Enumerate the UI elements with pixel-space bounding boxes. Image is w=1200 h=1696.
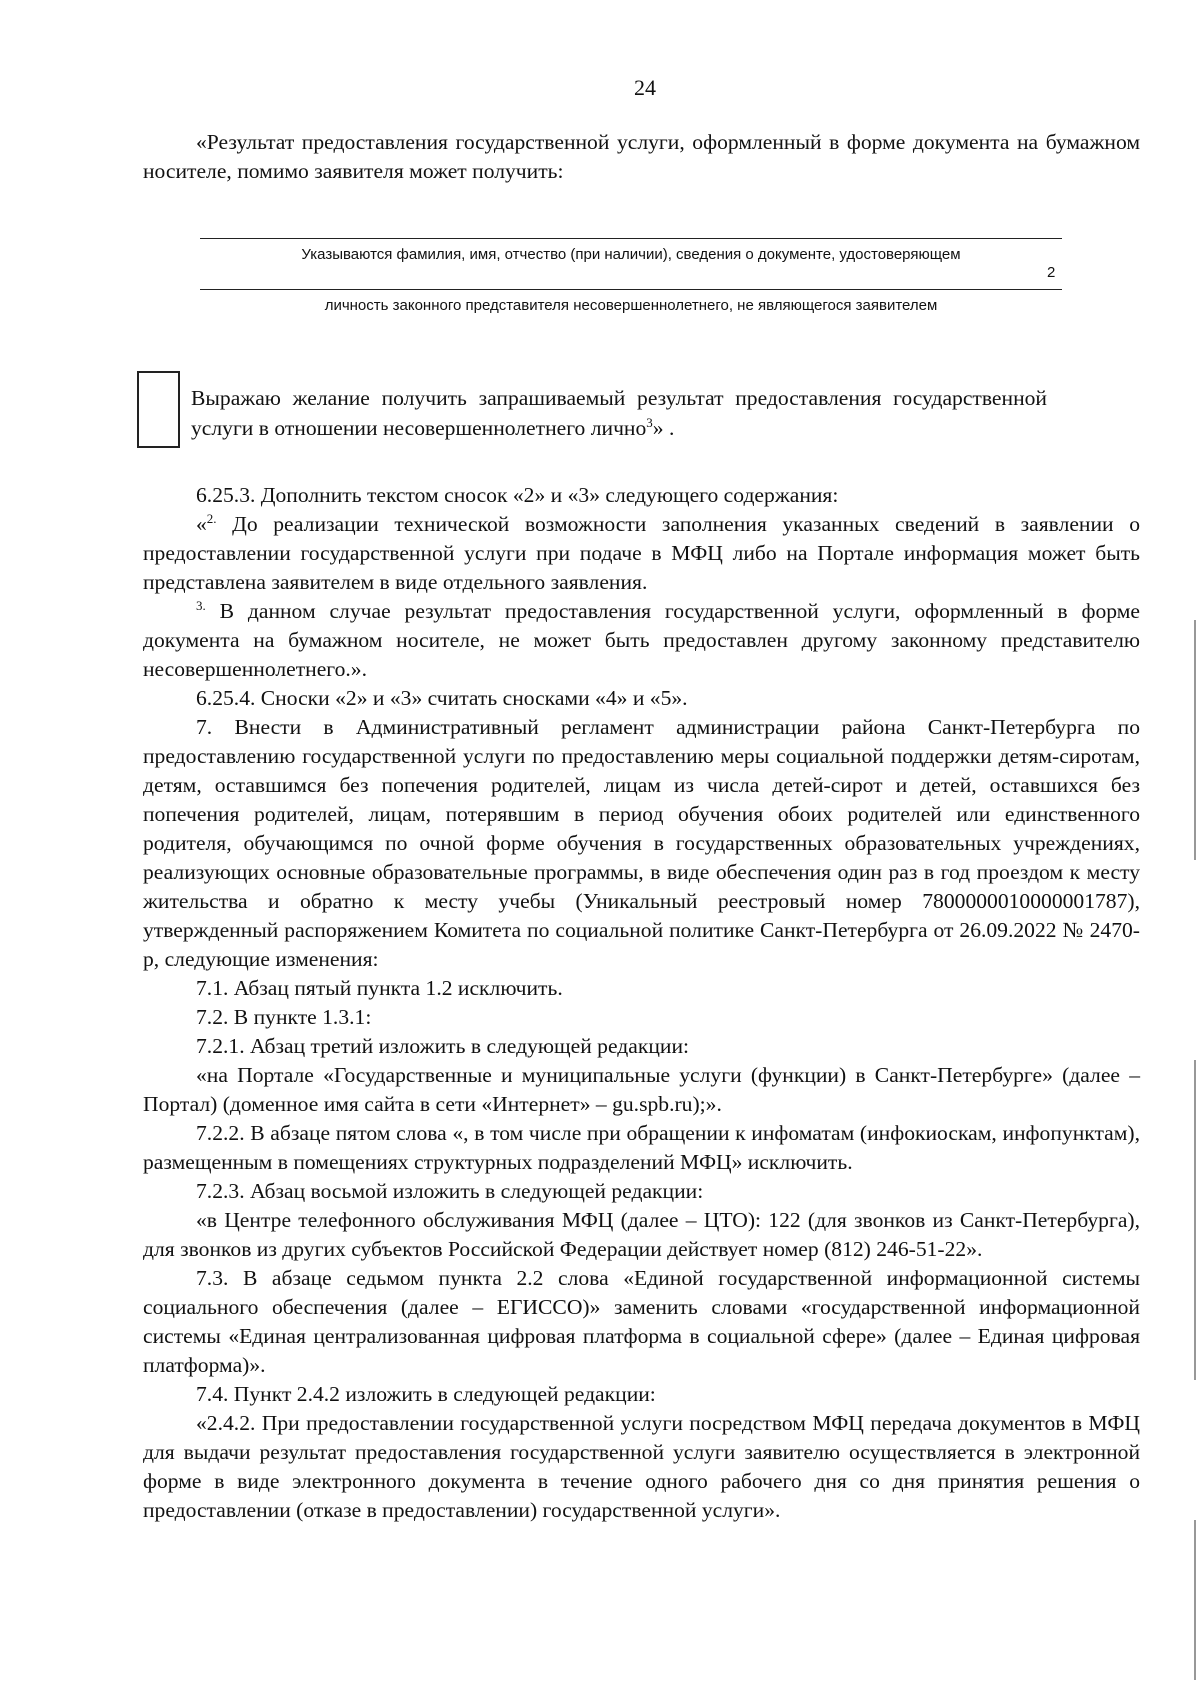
paragraph: 6.25.4. Сноски «2» и «3» считать сносками «4» и «5». — [196, 686, 688, 710]
paragraph: 7. Внести в Административный регламент администрации района Санкт-Петербурга по предоставлению государственной услуги по предоставлению меры социальной поддержки детям-сиротам, детям, оставшимся без попечения родителей, лицам из числа детей-сирот и детей, оставшихся без попечения родителей, лицам, потерявшим в период обучения обоих родителей или единственного родителя, обучающимся по очной форме обучения в государственных образовательных учреждениях, реализующих основные образовательные программы, в виде обеспечения один раз в год проездом к месту жительства и обратно к месту учебы (Уникальный реестровый номер 7800000010000001787), утвержденный распоряжением Комитета по социальной политике Санкт-Петербурга от 26.09.2022 № 2470-р, следующие изменения: — [143, 715, 1140, 971]
scan-edge-mark — [1194, 620, 1196, 860]
page-number: 24 — [634, 75, 656, 100]
paragraph: «на Портале «Государственные и муниципальные услуги (функции) в Санкт-Петербурге» (далее – Портал) (доменное имя сайта в сети «Интернет» – gu.spb.ru);». — [143, 1063, 1140, 1116]
checkbox-label-sup: 3 — [646, 414, 653, 430]
field-footnote-mark: 2 — [1047, 264, 1056, 281]
fn-number: 3. — [196, 597, 206, 613]
field-line-2 — [200, 289, 1062, 290]
intro-block — [143, 128, 1140, 186]
checkbox-label — [191, 383, 1047, 443]
paragraph: 7.2.2. В абзаце пятом слова «, в том числе при обращении к инфоматам (инфокиоскам, инфопунктам), размещенным в помещениях структурных подразделений МФЦ» исключить. — [143, 1121, 1140, 1174]
field-line-1 — [200, 238, 1062, 239]
main-body — [143, 481, 1140, 1525]
paragraph: «в Центре телефонного обслуживания МФЦ (далее – ЦТО): 122 (для звонков из Санкт-Петербурга), для звонков из других субъектов Российской Федерации действует номер (812) 246-51-22». — [143, 1208, 1140, 1261]
field-caption-2: личность законного представителя несовершеннолетнего, не являющегося заявителем — [324, 297, 938, 314]
paragraph-footnote-3 — [143, 597, 1140, 684]
representative-field — [200, 238, 1062, 265]
paragraph: 7.4. Пункт 2.4.2 изложить в следующей редакции: — [196, 1382, 656, 1406]
paragraph: 7.2. В пункте 1.3.1: — [196, 1005, 372, 1029]
paragraph: «2.4.2. При предоставлении государственной услуги посредством МФЦ передача документов в МФЦ для выдачи результат предоставления государственной услуги заявителю осуществляется в электронной форме в виде электронного документа в течение одного рабочего дня со дня принятия решения о предоставлении (отказе в предоставлении) государственной услуги». — [143, 1411, 1140, 1522]
fn-text: До реализации технической возможности заполнения указанных сведений в заявлении о предоставлении государственной услуги при подаче в МФЦ либо на Портале информация может быть представлена заявителем в виде отдельного заявления. — [143, 512, 1140, 594]
fn-prefix: « — [196, 512, 207, 536]
personal-receipt-checkbox[interactable] — [137, 371, 180, 448]
intro-paragraph: «Результат предоставления государственной услуги, оформленный в форме документа на бумажном носителе, помимо заявителя может получить: — [143, 130, 1140, 183]
scan-edge-mark — [1194, 1520, 1196, 1680]
scan-edge-mark — [1194, 1060, 1196, 1380]
fn-number: 2. — [206, 510, 217, 526]
paragraph: 7.3. В абзаце седьмом пункта 2.2 слова «Единой государственной информационной системы социального обеспечения (далее – ЕГИССО)» заменить словами «государственной информационной системы «Единая централизованная цифровая платформа в социальной сфере» (далее – Единая цифровая платформа)». — [143, 1266, 1140, 1377]
field-caption-1: Указываются фамилия, имя, отчество (при наличии), сведения о документе, удостоверяющем — [301, 246, 961, 263]
fn-text: В данном случае результат предоставления государственной услуги, оформленный в форме документа на бумажном носителе, не может быть предоставлен другому законному представителю несовершеннолетнего.». — [143, 599, 1140, 681]
paragraph: 7.2.3. Абзац восьмой изложить в следующей редакции: — [196, 1179, 704, 1203]
paragraph: 7.1. Абзац пятый пункта 1.2 исключить. — [196, 976, 563, 1000]
representative-field-2 — [200, 289, 1062, 316]
checkbox-label-tail: » . — [652, 416, 675, 440]
paragraph-footnote-2 — [143, 510, 1140, 597]
paragraph: 6.25.3. Дополнить текстом сносок «2» и «3» следующего содержания: — [196, 483, 839, 507]
paragraph: 7.2.1. Абзац третий изложить в следующей редакции: — [196, 1034, 690, 1058]
checkbox-label-text: Выражаю желание получить запрашиваемый результат предоставления государственной услуги в отношении несовершеннолетнего лично — [191, 386, 1047, 440]
